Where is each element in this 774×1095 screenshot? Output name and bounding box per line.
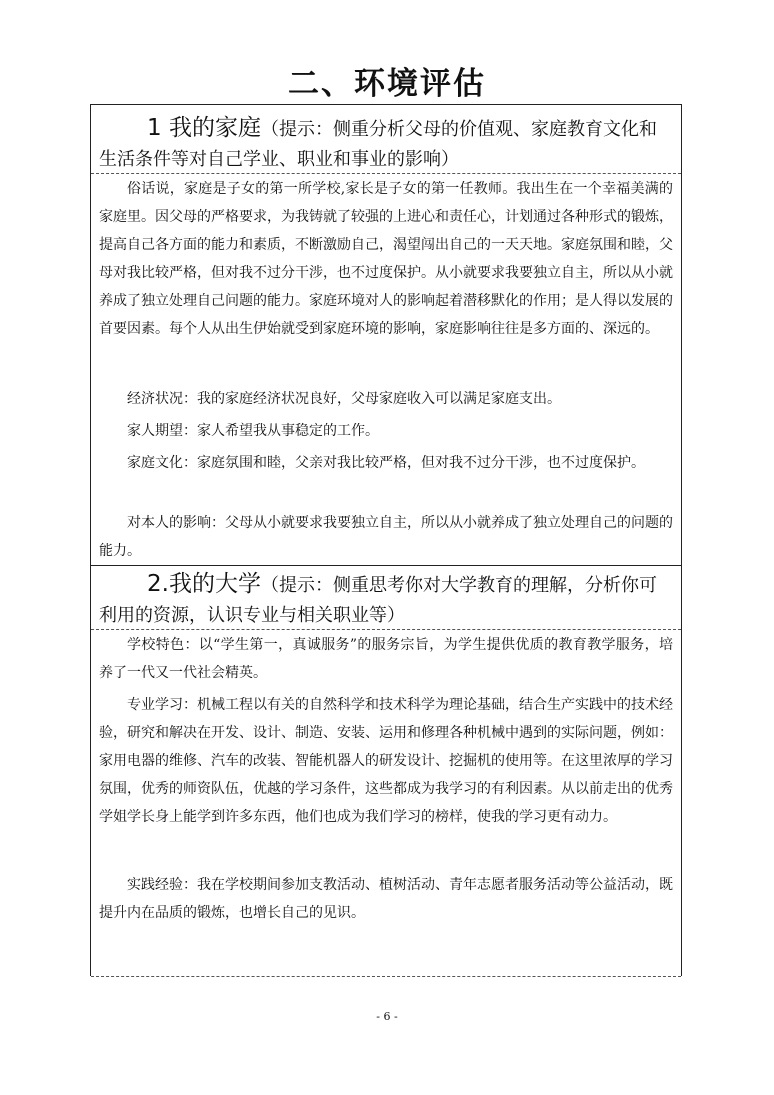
section-hint-university: （提示：侧重思考你对大学教育的理解，分析你可利用的资源，认识专业与相关职业等）: [99, 575, 657, 626]
page-title: 二、环境评估: [288, 66, 486, 102]
assessment-table: [90, 104, 682, 976]
section-title-university: 2.我的大学: [147, 571, 261, 597]
section-header-family: [91, 113, 681, 175]
school-feature-paragraph: 学校特色：以“学生第一，真诚服务”的服务宗旨，为学生提供优质的教育教学服务，培养了一代又一代社会精英。: [99, 637, 673, 681]
family-expectation-paragraph: 家人期望：家人希望我从事稳定的工作。: [127, 423, 379, 439]
practice-experience-paragraph: 实践经验：我在学校期间参加支教活动、植树活动、青年志愿者服务活动等公益活动，既提升内在品质的锻炼，也增长自己的见识。: [99, 877, 673, 921]
family-paragraph: 俗话说，家庭是子女的第一所学校,家长是子女的第一任教师。我出生在一个幸福美满的家庭里。因父母的严格要求，为我铸就了较强的上进心和责任心，计划通过各种形式的锻炼，提高自己各方面的能力和素质，不断激励自己，渴望闯出自己的一天天地。家庭氛围和睦，父母对我比较严格，但对我不过分干涉，也不过度保护。从小就要求我要独立自主，所以从小就养成了独立处理自己问题的能力。家庭环境对人的影响起着潜移默化的作用；是人得以发展的首要因素。每个人从出生伊始就受到家庭环境的影响，家庭影响往往是多方面的、深远的。: [99, 181, 673, 337]
family-influence-paragraph: 对本人的影响：父母从小就要求我要独立自主，所以从小就养成了独立处理自己的问题的能力。: [99, 515, 673, 559]
family-culture-paragraph: 家庭文化：家庭氛围和睦，父亲对我比较严格，但对我不过分干涉，也不过度保护。: [127, 455, 645, 471]
section-divider: [91, 173, 681, 174]
table-bottom-border: [91, 976, 681, 977]
page-number: - 6 -: [376, 1010, 398, 1023]
section-divider: [91, 629, 681, 630]
section-title-family: 1 我的家庭: [147, 115, 261, 141]
family-economy-paragraph: 经济状况：我的家庭经济状况良好，父母家庭收入可以满足家庭支出。: [127, 391, 561, 407]
major-study-paragraph: 专业学习：机械工程以有关的自然科学和技术科学为理论基础，结合生产实践中的技术经验，研究和解决在开发、设计、制造、安装、运用和修理各种机械中遇到的实际问题，例如：家用电器的维修、汽车的改装、智能机器人的研发设计、挖掘机的使用等。在这里浓厚的学习氛围，优秀的师资队伍，优越的学习条件，这些都成为我学习的有利因素。从以前走出的优秀学姐学长身上能学到许多东西，他们也成为我们学习的榜样，使我的学习更有动力。: [99, 697, 673, 825]
section-hint-family: （提示：侧重分析父母的价值观、家庭教育文化和生活条件等对自己学业、职业和事业的影响）: [99, 119, 657, 170]
section-divider: [91, 565, 681, 566]
section-header-university: [91, 569, 681, 631]
